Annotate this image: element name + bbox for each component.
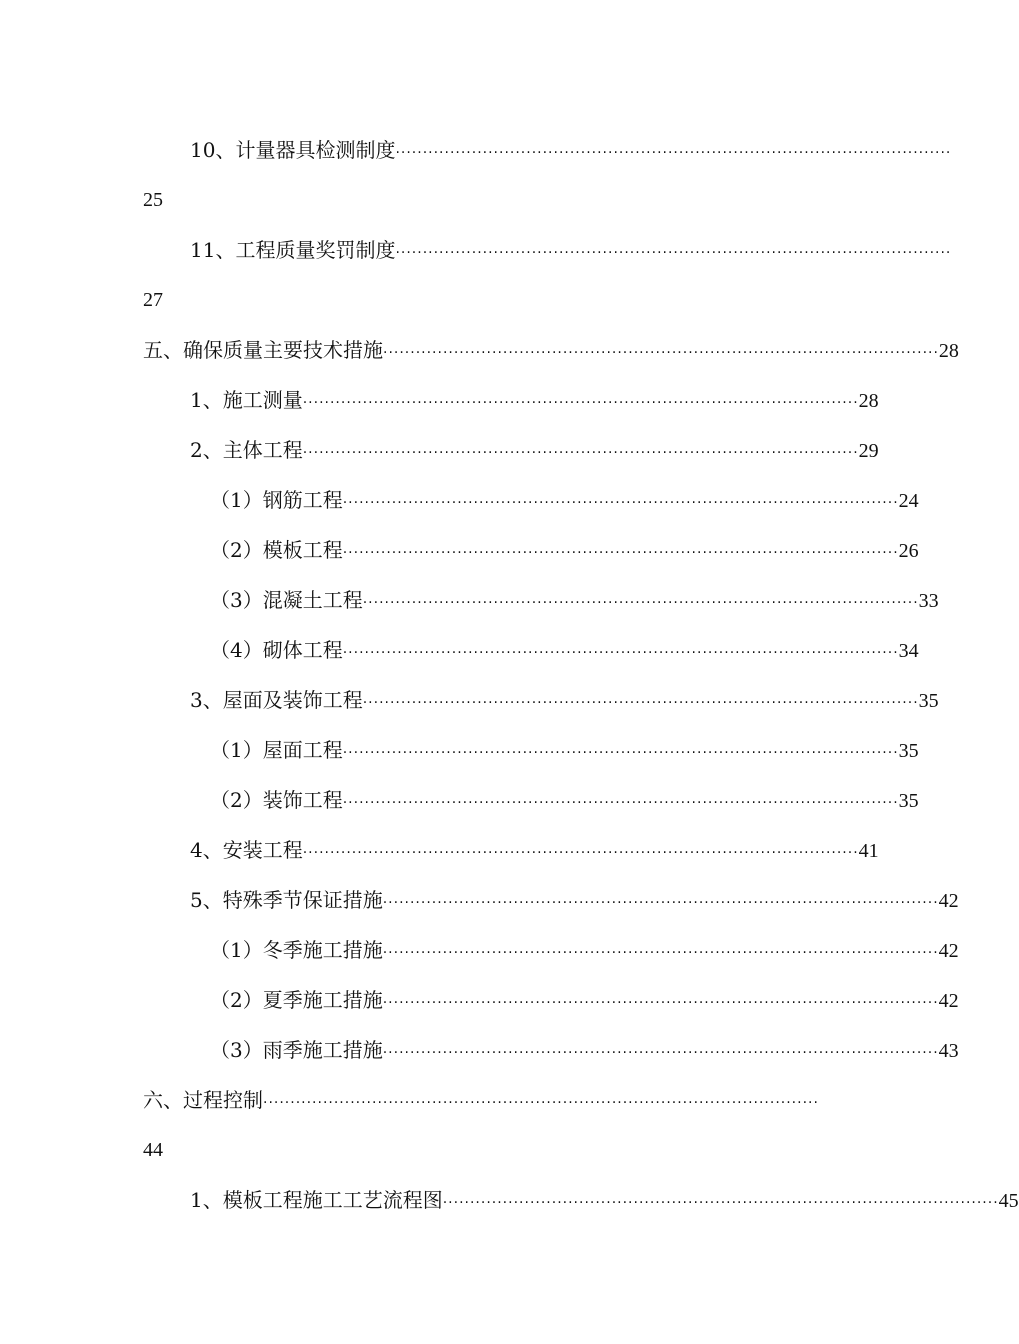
toc-entry-label: 六、过程控制 xyxy=(143,1088,263,1112)
toc-entry-page: 35 xyxy=(898,790,919,812)
toc-entry xyxy=(190,880,959,920)
toc-entry-page: 35 xyxy=(918,690,939,712)
toc-entry-page: 28 xyxy=(938,340,959,362)
toc-subentry xyxy=(210,480,919,520)
toc-entry-page: 42 xyxy=(938,990,959,1012)
leader-dots: ······································································································ xyxy=(342,795,899,811)
leader-dots: ······································································································ xyxy=(302,395,859,411)
leader-dots: ······································································································ xyxy=(342,745,899,761)
leader-dots: ······································································································ xyxy=(395,245,952,261)
leader-dots: ······································································································ xyxy=(342,645,899,661)
toc-subentry xyxy=(210,980,959,1020)
toc-entry-page: 42 xyxy=(938,890,959,912)
toc-entry-label: （1）屋面工程 xyxy=(210,738,343,762)
toc-entry-page: 45 xyxy=(998,1190,1019,1212)
toc-entry-label: 11、工程质量奖罚制度 xyxy=(190,238,396,262)
leader-dots: ······································································································ xyxy=(342,545,899,561)
toc-entry-page: 26 xyxy=(898,540,919,562)
leader-dots: ······································································································ xyxy=(382,945,939,961)
toc-entry-page: 27 xyxy=(143,289,163,311)
toc-entry-page: 28 xyxy=(858,390,879,412)
toc-entry-page: 35 xyxy=(898,740,919,762)
toc-entry xyxy=(190,430,879,470)
leader-dots: ······································································································ xyxy=(302,445,859,461)
leader-dots: ······································································································ xyxy=(382,895,939,911)
toc-entry xyxy=(190,680,939,720)
toc-entry-label: （3）混凝土工程 xyxy=(210,588,363,612)
toc-entry-label: （3）雨季施工措施 xyxy=(210,1038,383,1062)
toc-entry-label: （2）装饰工程 xyxy=(210,788,343,812)
toc-entry-label: （1）冬季施工措施 xyxy=(210,938,383,962)
toc-entry-page: 24 xyxy=(898,490,919,512)
leader-dots: ······································································································ xyxy=(263,1095,819,1111)
toc-subentry xyxy=(210,1030,959,1070)
toc-entry xyxy=(190,1180,1019,1220)
toc-entry-10 xyxy=(190,130,952,170)
toc-subentry xyxy=(210,930,959,970)
toc-entry-label: （2）模板工程 xyxy=(210,538,343,562)
toc-entry-label: 2、主体工程 xyxy=(190,438,303,462)
toc-entry-label: （2）夏季施工措施 xyxy=(210,988,383,1012)
toc-entry xyxy=(190,830,879,870)
leader-dots: ······································································································ xyxy=(362,695,919,711)
leader-dots: ······································································································ xyxy=(342,495,899,511)
toc-entry-page: 43 xyxy=(938,1040,959,1062)
leader-dots: ······································································································ xyxy=(362,595,919,611)
toc-entry-page: 42 xyxy=(938,940,959,962)
toc-entry-label: （4）砌体工程 xyxy=(210,638,343,662)
toc-entry-label: 4、安装工程 xyxy=(190,838,303,862)
toc-entry-page: 41 xyxy=(858,840,879,862)
toc-subentry xyxy=(210,630,919,670)
leader-dots: ······································································································ xyxy=(442,1195,999,1211)
toc-entry-label: 五、确保质量主要技术措施 xyxy=(143,338,383,362)
toc-entry-11 xyxy=(190,230,952,270)
leader-dots: ······································································································ xyxy=(382,1045,939,1061)
toc-entry-label: （1）钢筋工程 xyxy=(210,488,343,512)
toc-entry-page: 44 xyxy=(143,1139,163,1161)
toc-subentry xyxy=(210,580,939,620)
toc-subentry xyxy=(210,530,919,570)
toc-entry-label: 10、计量器具检测制度 xyxy=(190,138,396,162)
toc-entry-label: 5、特殊季节保证措施 xyxy=(190,888,383,912)
toc-entry xyxy=(190,380,879,420)
toc-entry-page: 29 xyxy=(858,440,879,462)
leader-dots: ······································································································ xyxy=(395,145,952,161)
toc-subentry xyxy=(210,780,919,820)
toc-section-5 xyxy=(143,330,959,370)
toc-entry-page: 33 xyxy=(918,590,939,612)
toc-entry-label: 1、施工测量 xyxy=(190,388,303,412)
toc-entry-page: 25 xyxy=(143,189,163,211)
leader-dots: ······································································································ xyxy=(382,995,939,1011)
toc-entry-page: 34 xyxy=(898,640,919,662)
leader-dots: ······································································································ xyxy=(383,345,939,361)
leader-dots: ······································································································ xyxy=(302,845,859,861)
toc-subentry xyxy=(210,730,919,770)
toc-entry-label: 1、模板工程施工工艺流程图 xyxy=(190,1188,443,1212)
toc-entry-label: 3、屋面及装饰工程 xyxy=(190,688,363,712)
toc-section-6 xyxy=(143,1080,819,1120)
